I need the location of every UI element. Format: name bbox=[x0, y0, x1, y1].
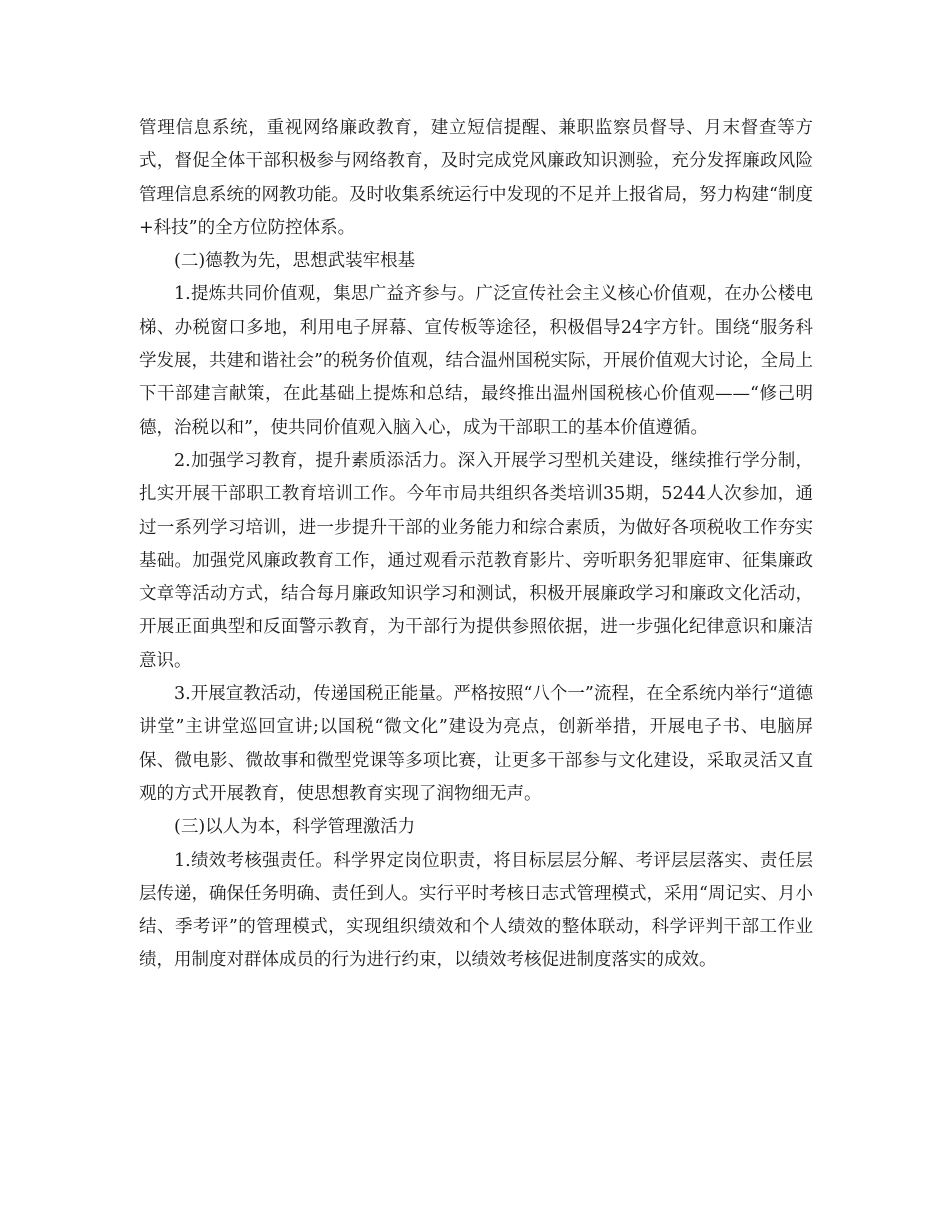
paragraph-performance: 1.绩效考核强责任。科学界定岗位职责，将目标层层分解、考评层层落实、责任层层传递，确保任务明确、责任到人。实行平时考核日志式管理模式，采用“周记实、月小结、季考评”的管理模式，实现组织绩效和个人绩效的整体联动，科学评判干部工作业绩，用制度对群体成员的行为进行约束，以绩效考核促进制度落实的成效。 bbox=[139, 850, 813, 971]
document-body bbox=[139, 112, 813, 978]
paragraph-continuation: 管理信息系统，重视网络廉政教育，建立短信提醒、兼职监察员督导、月末督查等方式，督促全体干部积极参与网络教育，及时完成党风廉政知识测验，充分发挥廉政风险管理信息系统的网教功能。及时收集系统运行中发现的不足并上报省局，努力构建“制度+科技”的全方位防控体系。 bbox=[139, 118, 813, 238]
paragraph-activities: 3.开展宣教活动，传递国税正能量。严格按照“八个一”流程，在全系统内举行“道德讲堂”主讲堂巡回宣讲;以国税“微文化”建设为亮点，创新举措，开展电子书、电脑屏保、微电影、微故事和微型党课等多项比赛，让更多干部参与文化建设，采取灵活又直观的方式开展教育，使思想教育实现了润物细无声。 bbox=[139, 684, 813, 804]
section-heading-2: (二)德教为先，思想武装牢根基 bbox=[174, 251, 416, 272]
paragraph-values: 1.提炼共同价值观，集思广益齐参与。广泛宣传社会主义核心价值观，在办公楼电梯、办税窗口多地，利用电子屏幕、宣传板等途径，积极倡导24字方针。围绕“服务科学发展，共建和谐社会”的税务价值观，结合温州国税实际，开展价值观大讨论，全局上下干部建言献策，在此基础上提炼和总结，最终推出温州国税核心价值观——“修己明德，治税以和”，使共同价值观入脑入心，成为干部职工的基本价值遵循。 bbox=[139, 284, 813, 438]
section-heading-3: (三)以人为本，科学管理激活力 bbox=[174, 817, 416, 838]
paragraph-education: 2.加强学习教育，提升素质添活力。深入开展学习型机关建设，继续推行学分制，扎实开展干部职工教育培训工作。今年市局共组织各类培训35期，5244人次参加，通过一系列学习培训，进一步提升干部的业务能力和综合素质，为做好各项税收工作夯实基础。加强党风廉政教育工作，通过观看示范教育影片、旁听职务犯罪庭审、征集廉政文章等活动方式，结合每月廉政知识学习和测试，积极开展廉政学习和廉政文化活动，开展正面典型和反面警示教育，为干部行为提供参照依据，进一步强化纪律意识和廉洁意识。 bbox=[139, 450, 813, 671]
